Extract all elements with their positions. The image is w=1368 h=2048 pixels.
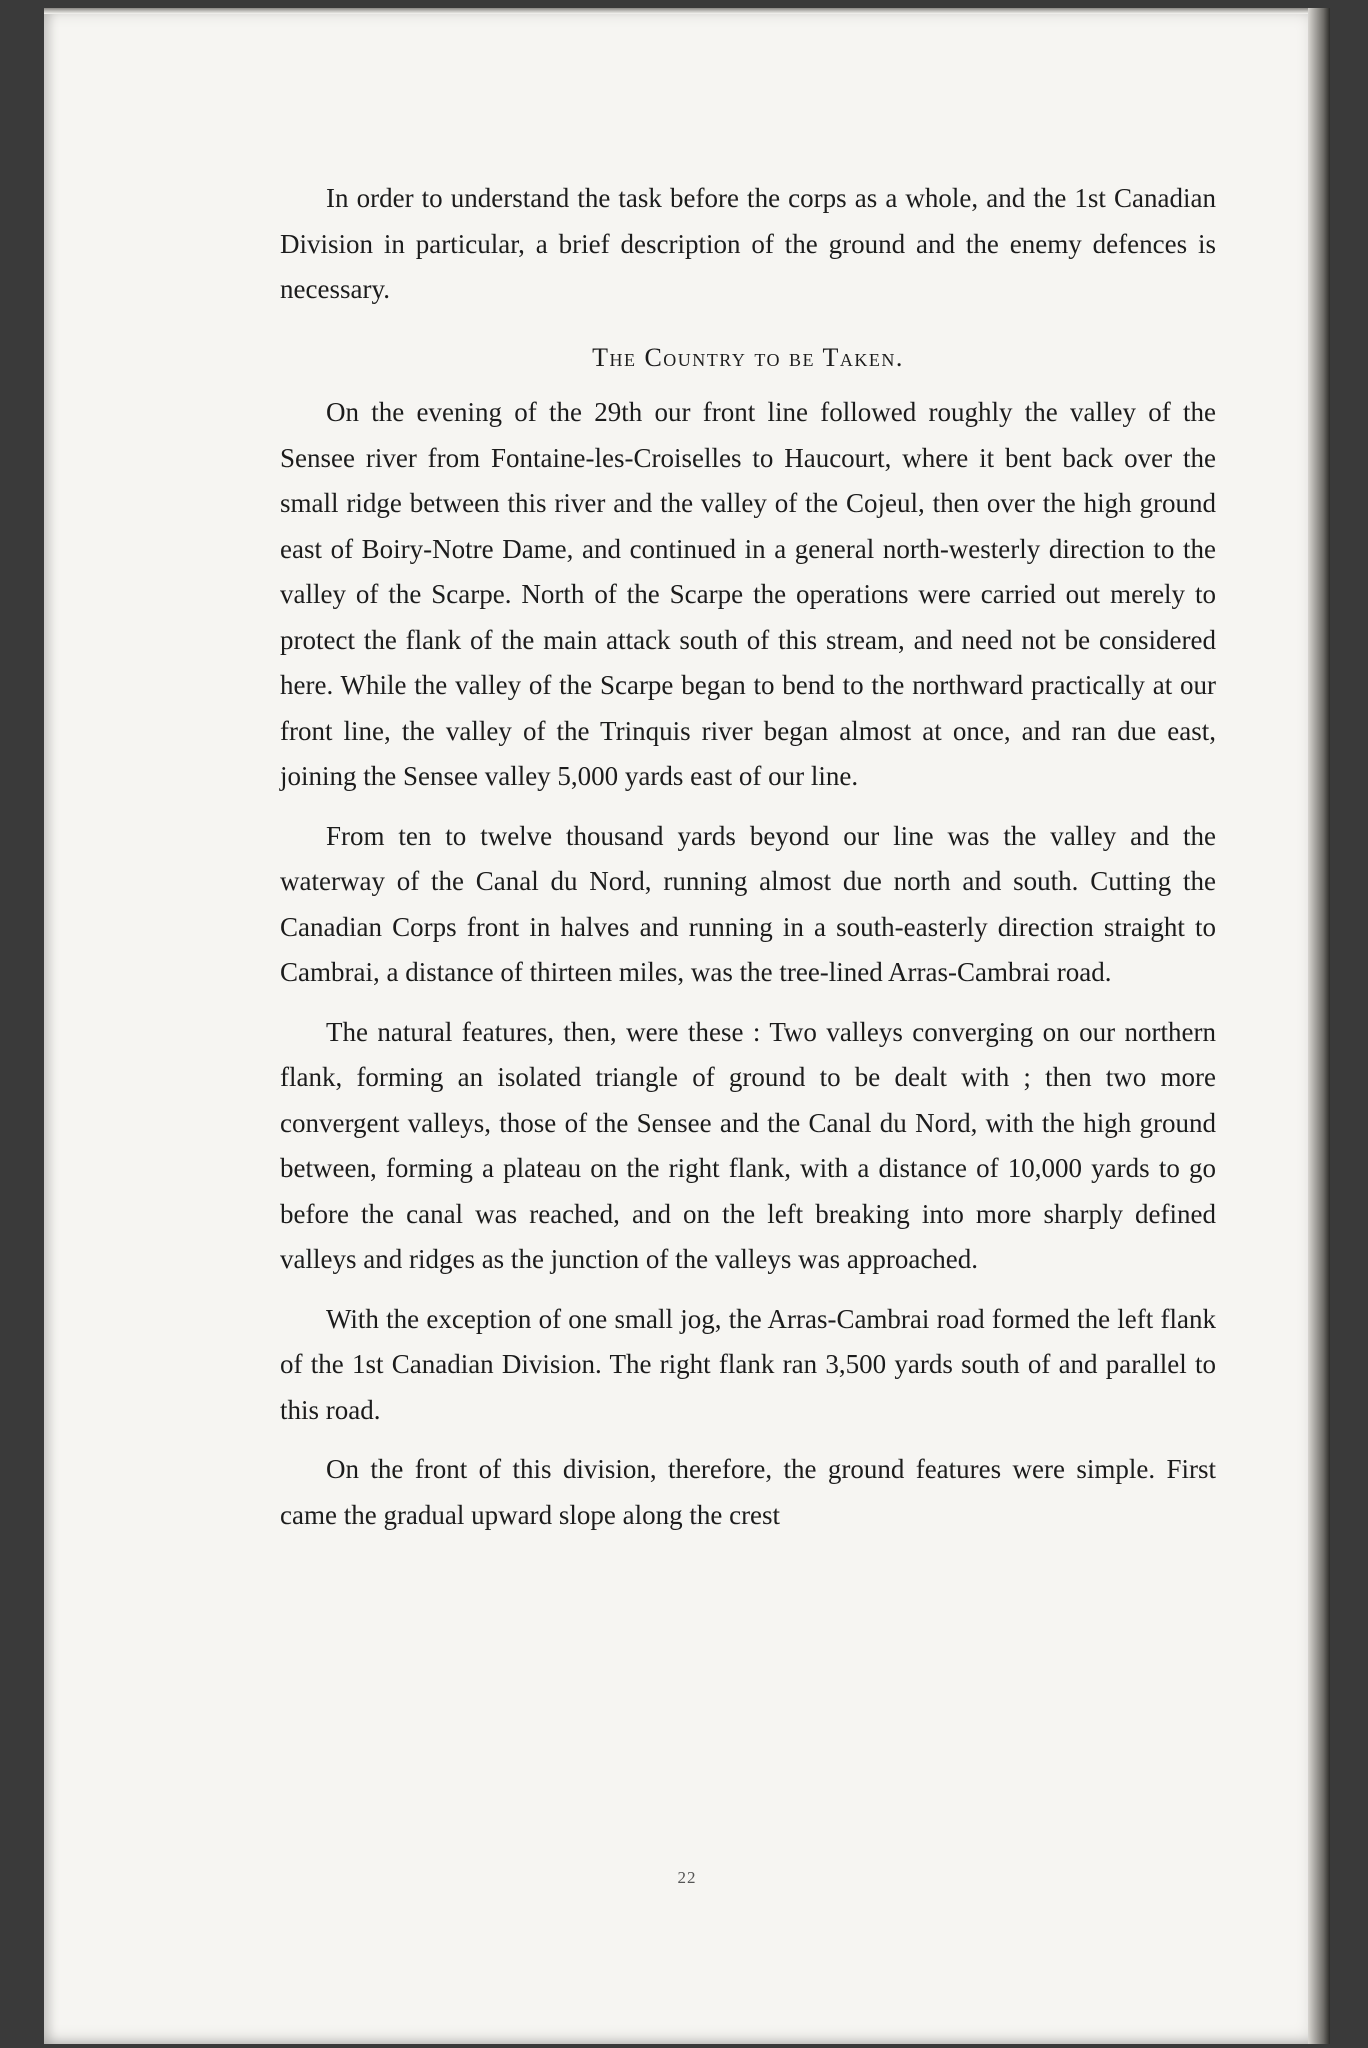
section-heading: The Country to be Taken.	[592, 342, 904, 372]
page-number: 22	[677, 1868, 697, 1887]
paragraph-division-flanks: With the exception of one small jog, the Arras-Cambrai road formed the left flank of the 1st Canadian Division. The right flank ran 3,500 yards south of and parallel to this road.	[280, 1303, 1216, 1425]
page-binding-edge	[1308, 8, 1330, 2044]
paragraph-canal-du-nord: From ten to twelve thousand yards beyond our line was the valley and the waterway of the Canal du Nord, running almost due north and south. Cutting the Canadian Corps front in halves and running in a south-easterly direction straight to Cambrai, a distance of thirteen miles, was the tree-lined Arras-Cambrai road.	[280, 820, 1216, 987]
book-page	[44, 8, 1330, 2044]
paragraph-ground-features: On the front of this division, therefore, the ground features were simple. First came the gradual upward slope along the crest	[280, 1454, 1216, 1530]
body-text	[280, 176, 1216, 1552]
paragraph-front-line: On the evening of the 29th our front line followed roughly the valley of the Sensee river from Fontaine-les-Croiselles to Haucourt, where it bent back over the small ridge between this river and the valley of the Cojeul, then over the high ground east of Boiry-Notre Dame, and continued in a general north-westerly direction to the valley of the Scarpe. North of the Scarpe the operations were carried out merely to protect the flank of the main attack south of this stream, and need not be considered here. While the valley of the Scarpe began to bend to the northward practically at our front line, the valley of the Trinquis river began almost at once, and ran due east, joining the Sensee valley 5,000 yards east of our line.	[280, 397, 1216, 791]
intro-paragraph: In order to understand the task before the corps as a whole, and the 1st Canadian Division in particular, a brief description of the ground and the enemy defences is necessary.	[280, 183, 1216, 304]
page-top-edge	[44, 8, 1330, 14]
paragraph-natural-features: The natural features, then, were these : Two valleys converging on our northern flank, forming an isolated triangle of ground to be dealt with ; then two more convergent valleys, those of the Sensee and the Canal du Nord, with the high ground between, forming a plateau on the right flank, with a distance of 10,000 yards to go before the canal was reached, and on the left breaking into more sharply defined valleys and ridges as the junction of the valleys was approached.	[280, 1016, 1216, 1274]
